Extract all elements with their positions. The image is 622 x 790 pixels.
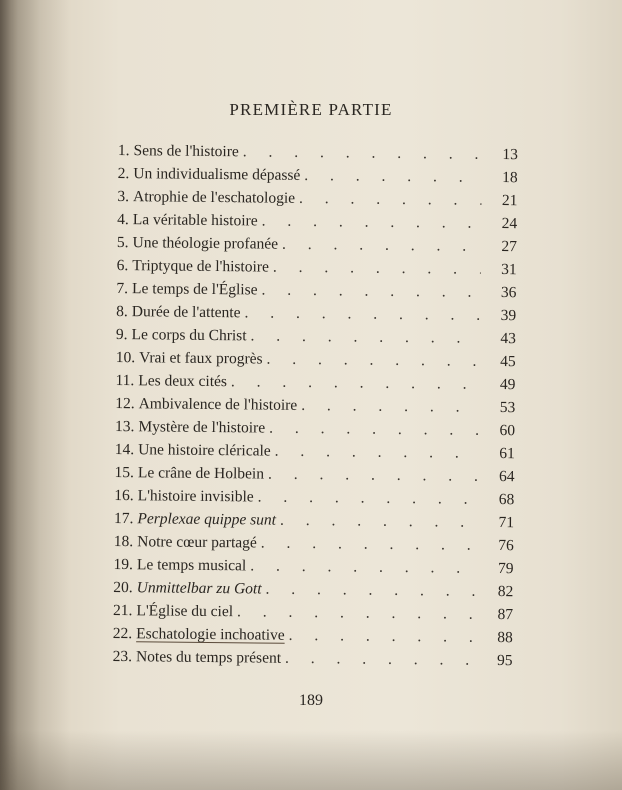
- dot-leader: [285, 650, 477, 670]
- toc-entry-page: 60: [499, 422, 516, 440]
- toc-entry-title: Le crâne de Holbein: [137, 464, 265, 483]
- toc-entry-page: 24: [501, 215, 518, 233]
- toc-entry-title: L'Église du ciel: [136, 602, 234, 621]
- toc-entry-title: Le corps du Christ: [131, 326, 247, 345]
- toc-entry-number: 11.: [115, 371, 135, 390]
- toc-entry-title: Durée de l'attente: [131, 303, 241, 322]
- toc-entry-page: 36: [500, 284, 517, 302]
- toc-entry-number: 13.: [114, 417, 135, 436]
- toc-entry-page: 49: [499, 376, 516, 394]
- toc-entry-page: 64: [498, 468, 515, 486]
- toc-entry-page: 61: [499, 445, 515, 463]
- toc-entry-number: 10.: [115, 348, 136, 367]
- page-number: 189: [299, 692, 323, 709]
- toc-entry-title: Unmittelbar zu Gott: [136, 579, 262, 598]
- toc-entry-title: Sens de l'histoire: [133, 142, 239, 161]
- toc-entry-page: 87: [497, 606, 514, 624]
- toc-entry-page: 71: [498, 514, 515, 532]
- dot-leader: [237, 603, 477, 624]
- toc-entry-page: 31: [501, 261, 517, 279]
- dot-leader: [280, 512, 478, 532]
- toc-entry-title: Le temps de l'Église: [132, 280, 258, 299]
- toc-entry-page: 39: [500, 307, 517, 325]
- toc-entry-number: 2.: [117, 164, 130, 183]
- toc-entry-page: 68: [498, 491, 515, 509]
- dot-leader: [244, 304, 480, 324]
- dot-leader: [261, 535, 478, 555]
- dot-leader: [250, 327, 480, 347]
- toc-entry-number: 22.: [112, 624, 133, 643]
- bottom-shadow: [0, 730, 622, 790]
- toc-entry-page: 95: [497, 651, 513, 670]
- toc-entry-number: 20.: [113, 578, 133, 597]
- toc-entry-page: 79: [497, 560, 514, 578]
- dot-leader: [282, 236, 481, 256]
- toc-entry-title: Triptyque de l'histoire: [132, 257, 269, 276]
- toc-entry-number: 1.: [117, 142, 130, 160]
- toc-entry-page: 43: [500, 330, 517, 348]
- toc-entry-page: 82: [497, 583, 514, 601]
- dot-leader: [269, 420, 479, 440]
- toc-entry-page: 18: [502, 169, 518, 187]
- toc-entry-number: 17.: [113, 509, 134, 528]
- toc-entry-number: 8.: [116, 302, 128, 321]
- dot-leader: [231, 373, 480, 394]
- toc-entry-page: 27: [501, 238, 518, 256]
- toc-entry-title: Notre cœur partagé: [137, 533, 257, 552]
- dot-leader: [250, 557, 477, 577]
- toc-entry-title: Une histoire cléricale: [138, 441, 271, 460]
- toc-entry-number: 5.: [116, 233, 129, 252]
- toc-entry-title: Notes du temps présent: [135, 648, 282, 667]
- toc-entry-number: 12.: [115, 394, 135, 413]
- toc-entry-title: L'histoire invisible: [137, 487, 254, 506]
- toc-entry-page: 88: [497, 628, 513, 647]
- toc-entry-number: 16.: [114, 486, 134, 505]
- dot-leader: [268, 466, 479, 486]
- toc-entry-number: 15.: [114, 463, 135, 482]
- toc-entry-title: Une théologie profanée: [132, 234, 279, 253]
- toc-entry-title: Atrophie de l'eschatologie: [132, 188, 296, 207]
- dot-leader: [289, 627, 477, 647]
- dot-leader: [266, 351, 479, 371]
- toc-entry-title: Mystère de l'histoire: [138, 418, 266, 437]
- toc-entry-title: Ambivalence de l'histoire: [138, 395, 298, 414]
- dot-leader: [304, 167, 482, 187]
- toc-entry-title: La véritable histoire: [132, 211, 258, 230]
- dot-leader: [301, 397, 479, 417]
- toc-entry-number: 6.: [116, 256, 129, 275]
- dot-leader: [265, 581, 477, 601]
- dot-leader: [299, 190, 482, 210]
- dot-leader: [258, 488, 479, 508]
- toc-entry-number: 3.: [117, 187, 130, 206]
- toc-entry-page: 13: [502, 146, 518, 164]
- toc-entry-title: Les deux cités: [138, 372, 228, 391]
- table-of-contents: [112, 142, 518, 675]
- toc-entry-title: Perplexae quippe sunt: [137, 510, 277, 529]
- toc-entry-page: 53: [499, 399, 516, 417]
- toc-entry-page: 45: [500, 353, 516, 371]
- toc-entry-title: Un individualisme dépassé: [133, 165, 301, 184]
- toc-entry-title: Eschatologie inchoative: [136, 625, 285, 644]
- toc-entry-number: 19.: [113, 555, 134, 574]
- toc-entry-number: 21.: [113, 601, 133, 620]
- toc-entry-number: 7.: [116, 279, 129, 298]
- toc-entry-title: Vrai et faux progrès: [139, 349, 263, 368]
- dot-leader: [243, 143, 482, 164]
- toc-entry-page: 76: [498, 537, 514, 555]
- toc-entry-number: 18.: [113, 532, 134, 551]
- part-title: PREMIÈRE PARTIE: [229, 100, 393, 119]
- dot-leader: [261, 282, 480, 302]
- toc-entry-page: 21: [501, 192, 518, 210]
- toc-entry: [112, 648, 512, 675]
- toc-entry-title: Le temps musical: [136, 556, 247, 575]
- dot-leader: [273, 259, 481, 279]
- toc-entry-number: 14.: [114, 440, 135, 459]
- dot-leader: [275, 443, 479, 463]
- dot-leader: [262, 213, 482, 233]
- toc-entry-number: 9.: [115, 325, 128, 344]
- toc-entry-number: 23.: [112, 647, 133, 666]
- toc-entry-number: 4.: [117, 210, 129, 229]
